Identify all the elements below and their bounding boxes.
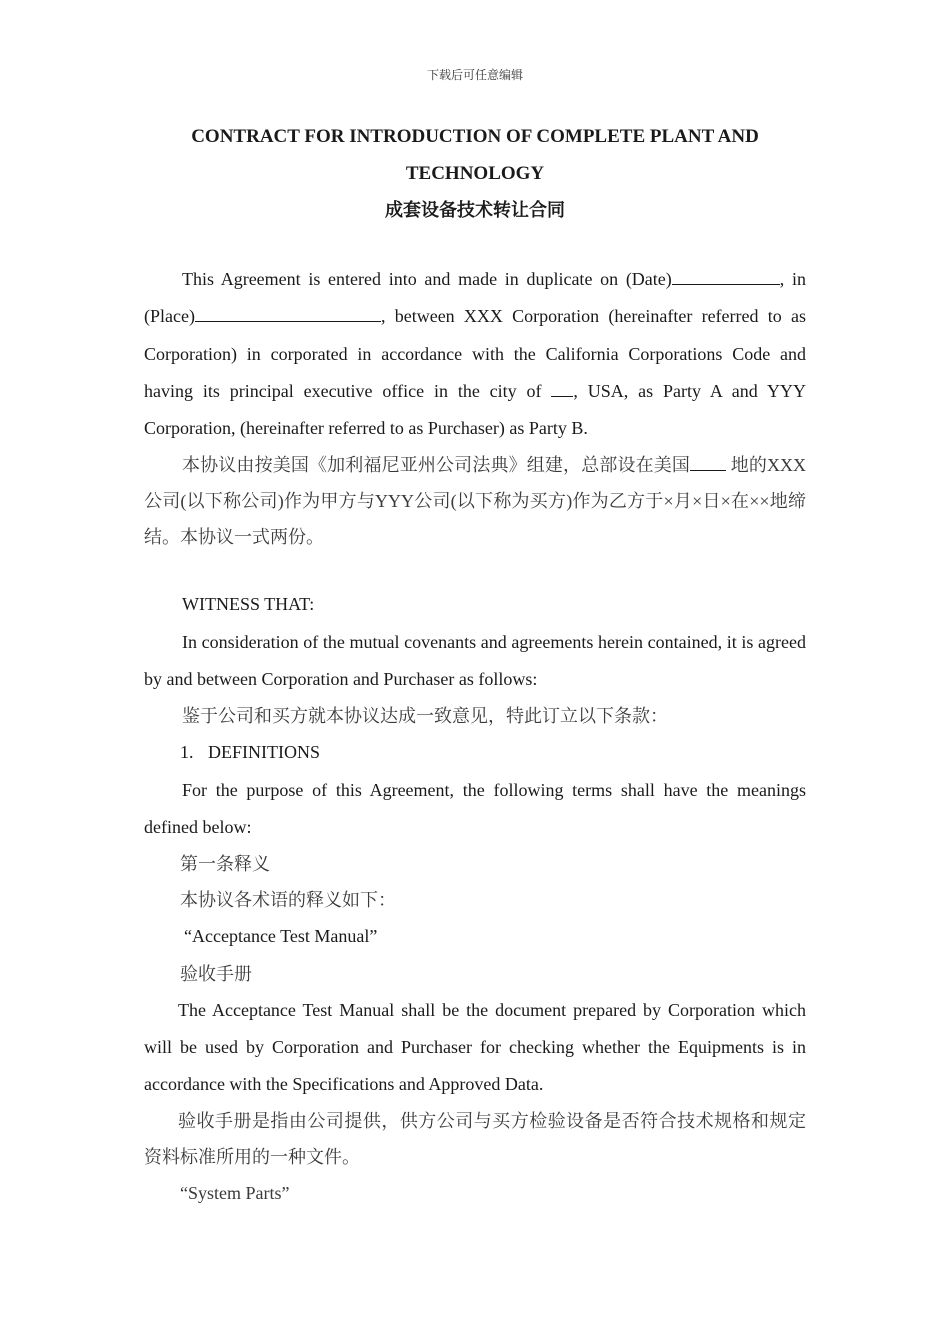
preamble-chinese: 本协议由按美国《加利福尼亚州公司法典》组建，总部设在美国 地的XXX公司(以下称公司)作为甲方与YYY公司(以下称为买方)作为乙方于×月×日×在××地缔结。本协议一式两份。: [144, 455, 806, 548]
location-blank: [690, 453, 726, 471]
preamble-english: This Agreement is entered into and made in duplicate on (Date) , in (Place) , between XXX Corporation (hereinafter referred to as Corporation) in corporated in accordance with the California Corporations Code and having its principal executive office in the city of , USA, as Party A and YYY Corporation, (hereinafter referred to as Purchaser) as Party B.: [144, 269, 806, 439]
term-acceptance-test-manual-definition-chinese: 验收手册是指由公司提供，供方公司与买方检验设备是否符合技术规格和规定资料标准所用的一种文件。: [144, 1111, 806, 1168]
term-acceptance-test-manual-chinese: 验收手册: [180, 963, 252, 984]
term-system-parts: “System Parts”: [180, 1183, 290, 1204]
city-blank: [551, 379, 573, 397]
paragraph-spacer: [144, 555, 806, 586]
definitions-intro-chinese: 本协议各术语的释义如下：: [180, 890, 396, 911]
definitions-intro-english: For the purpose of this Agreement, the following terms shall have the meanings defined below:: [144, 779, 806, 837]
date-blank: [672, 267, 780, 285]
definitions-heading-chinese: 第一条释义: [180, 854, 270, 875]
list-number: 1.: [180, 742, 194, 763]
witness-heading: WITNESS THAT:: [182, 594, 315, 615]
term-acceptance-test-manual-definition: The Acceptance Test Manual shall be the document prepared by Corporation which will be used by Corporation and Purchaser for checking whether the Equipments is in accordance with the Specifications and Approved Data.: [144, 999, 806, 1095]
place-blank: [195, 304, 381, 322]
header-note: 下载后可任意编辑: [426, 68, 523, 82]
definitions-heading: 1. DEFINITIONS: [144, 734, 806, 771]
title-chinese: 成套设备技术转让合同: [385, 200, 565, 220]
document-body: [144, 261, 806, 1213]
witness-english: In consideration of the mutual covenants and agreements herein contained, it is agreed by and between Corporation and Purchaser as follows:: [144, 631, 806, 690]
term-acceptance-test-manual: “Acceptance Test Manual”: [184, 926, 378, 947]
witness-chinese: 鉴于公司和买方就本协议达成一致意见，特此订立以下条款：: [182, 706, 668, 727]
title-english: CONTRACT FOR INTRODUCTION OF COMPLETE PLANT AND TECHNOLOGY: [191, 126, 759, 184]
